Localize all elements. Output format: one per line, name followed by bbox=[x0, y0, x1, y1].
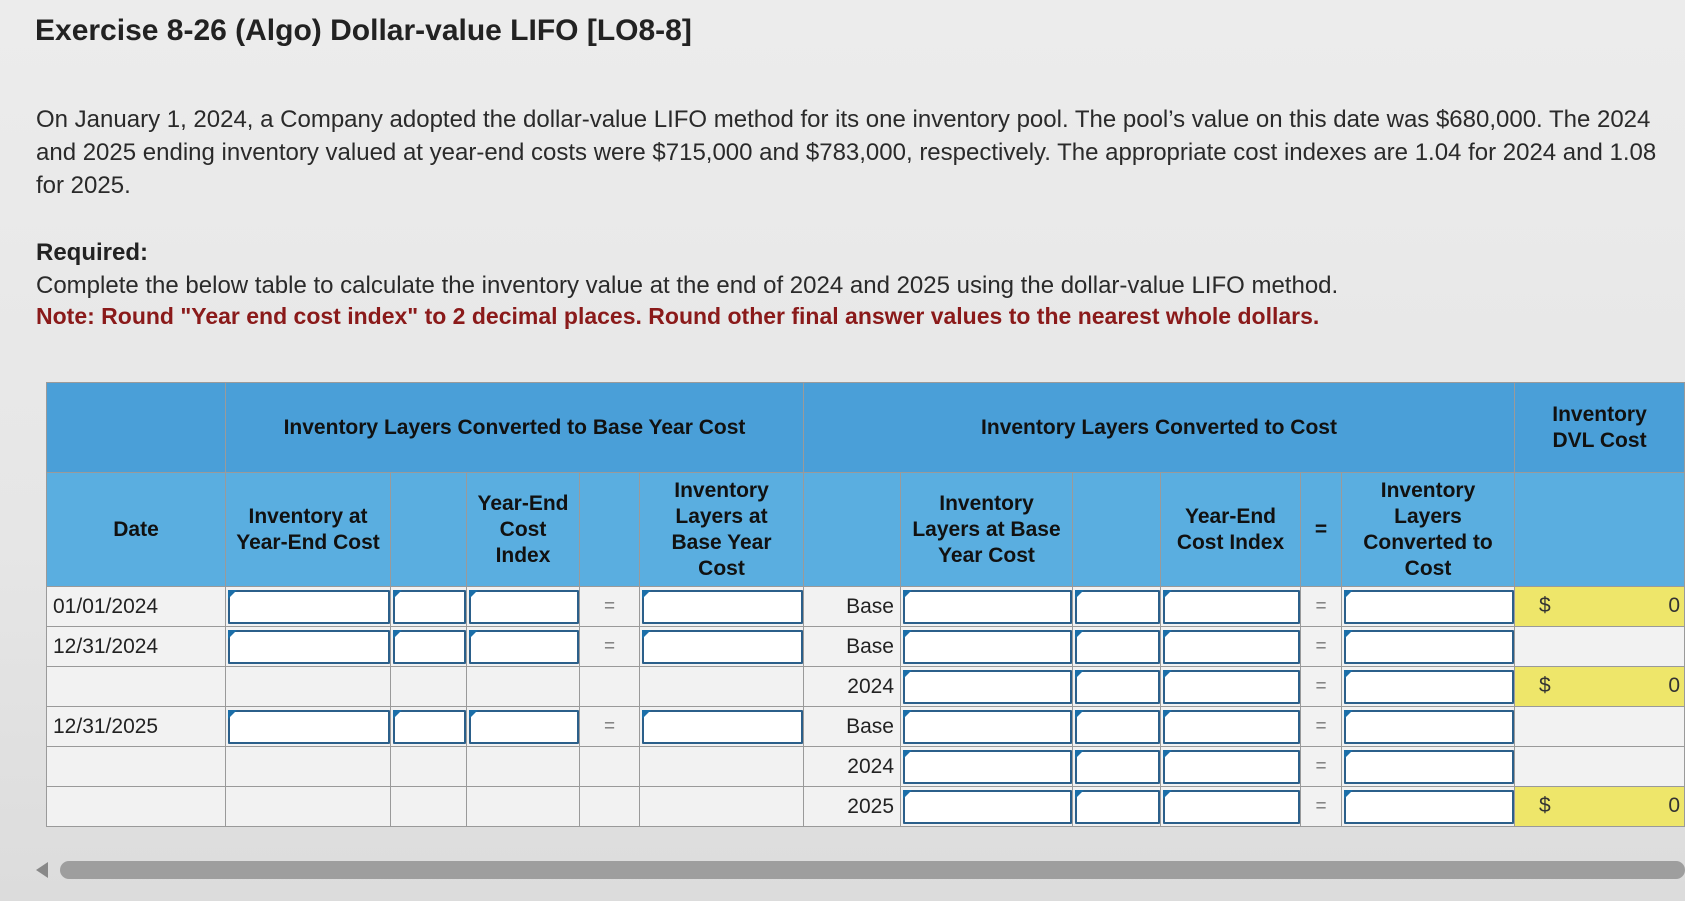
multiply-operator-input[interactable] bbox=[1075, 590, 1160, 624]
division-operator-input[interactable] bbox=[393, 590, 466, 624]
division-operator-input[interactable] bbox=[393, 710, 466, 744]
row-date: 12/31/2024 bbox=[47, 627, 226, 667]
col-header-date: Date bbox=[47, 473, 226, 587]
dollar-sign: $ bbox=[1539, 594, 1551, 617]
equals-sign bbox=[580, 747, 640, 787]
col-header-layers-base-2: Inventory Layers at Base Year Cost bbox=[901, 473, 1073, 587]
dvl-total-cell bbox=[1515, 787, 1685, 827]
multiply-operator-input[interactable] bbox=[1075, 750, 1160, 784]
equals-sign: = bbox=[1301, 667, 1342, 707]
required-text: Complete the below table to calculate the inventory value at the end of 2024 and 2025 using the dollar-value LIFO method. bbox=[36, 272, 1339, 299]
division-operator-input[interactable] bbox=[393, 630, 466, 664]
dvl-total-value: 0 bbox=[1668, 794, 1680, 817]
layer-converted-cost-input[interactable] bbox=[1344, 630, 1514, 664]
col-header-blank-3 bbox=[804, 473, 901, 587]
equals-sign: = bbox=[1301, 787, 1342, 827]
col-header-equals: = bbox=[1301, 473, 1342, 587]
layer-cost-index-input[interactable] bbox=[1163, 630, 1300, 664]
layer-base-cost-input[interactable] bbox=[903, 750, 1072, 784]
dvl-total-value: 0 bbox=[1668, 594, 1680, 617]
dvl-total-cell bbox=[1515, 587, 1685, 627]
equals-sign: = bbox=[580, 587, 640, 627]
layer-label: Base bbox=[804, 587, 901, 627]
multiply-operator-input[interactable] bbox=[1075, 670, 1160, 704]
layer-converted-cost-input[interactable] bbox=[1344, 590, 1514, 624]
equals-sign bbox=[580, 787, 640, 827]
cell bbox=[226, 787, 391, 827]
table-left-border bbox=[46, 383, 47, 827]
dvl-blank-cell bbox=[1515, 707, 1685, 747]
col-header-layers-cost: Inventory Layers Converted to Cost bbox=[1342, 473, 1515, 587]
dvl-blank-cell bbox=[1515, 627, 1685, 667]
layer-cost-index-input[interactable] bbox=[1163, 710, 1300, 744]
cell bbox=[640, 787, 804, 827]
dvl-total-value: 0 bbox=[1668, 674, 1680, 697]
row-date bbox=[47, 667, 226, 707]
layer-label: Base bbox=[804, 707, 901, 747]
equals-sign: = bbox=[1301, 707, 1342, 747]
cell bbox=[226, 747, 391, 787]
year-end-index-input[interactable] bbox=[469, 710, 579, 744]
equals-sign: = bbox=[1301, 587, 1342, 627]
cell bbox=[226, 667, 391, 707]
dollar-sign: $ bbox=[1539, 674, 1551, 697]
layer-cost-index-input[interactable] bbox=[1163, 670, 1300, 704]
layer-converted-cost-input[interactable] bbox=[1344, 790, 1514, 824]
layer-base-cost-input[interactable] bbox=[903, 630, 1072, 664]
layer-cost-index-input[interactable] bbox=[1163, 750, 1300, 784]
equals-sign: = bbox=[1301, 627, 1342, 667]
layer-cost-index-input[interactable] bbox=[1163, 590, 1300, 624]
cell bbox=[391, 747, 467, 787]
dvl-total-cell bbox=[1515, 667, 1685, 707]
required-heading: Required: bbox=[36, 239, 149, 266]
year-end-index-input[interactable] bbox=[469, 630, 579, 664]
exercise-title: Exercise 8-26 (Algo) Dollar-value LIFO [LO8-8] bbox=[35, 14, 692, 47]
layer-base-cost-input[interactable] bbox=[903, 670, 1072, 704]
header-blank bbox=[47, 383, 226, 473]
cell bbox=[467, 747, 580, 787]
col-header-layers-base: Inventory Layers at Base Year Cost bbox=[640, 473, 804, 587]
multiply-operator-input[interactable] bbox=[1075, 790, 1160, 824]
row-date bbox=[47, 747, 226, 787]
inventory-year-end-input[interactable] bbox=[228, 710, 390, 744]
group-header-dvl: Inventory DVL Cost bbox=[1515, 383, 1685, 473]
row-date: 12/31/2025 bbox=[47, 707, 226, 747]
inventory-year-end-input[interactable] bbox=[228, 590, 390, 624]
problem-statement: On January 1, 2024, a Company adopted the dollar-value LIFO method for its one inventory pool. The pool’s value on this date was $680,000. The 2024 and 2025 ending inventory valued at year-end costs were $715,000 and $783,000, respectively. The appropriate cost indexes are 1.04 for 2024 and 1.08 for 2025. bbox=[36, 106, 1657, 199]
layer-converted-cost-input[interactable] bbox=[1344, 750, 1514, 784]
layer-label: 2024 bbox=[804, 667, 901, 707]
cell bbox=[391, 667, 467, 707]
col-header-inv-year-end: Inventory at Year-End Cost bbox=[226, 473, 391, 587]
col-header-blank-4 bbox=[1073, 473, 1161, 587]
cell bbox=[640, 747, 804, 787]
cell bbox=[640, 667, 804, 707]
group-header-cost: Inventory Layers Converted to Cost bbox=[804, 383, 1515, 473]
layers-base-year-input[interactable] bbox=[642, 630, 803, 664]
rounding-note: Note: Round "Year end cost index" to 2 decimal places. Round other final answer values to the nearest whole dollars. bbox=[36, 303, 1320, 329]
layers-base-year-input[interactable] bbox=[642, 590, 803, 624]
scroll-left-arrow-icon[interactable] bbox=[36, 862, 48, 878]
layers-base-year-input[interactable] bbox=[642, 710, 803, 744]
cell bbox=[467, 667, 580, 707]
multiply-operator-input[interactable] bbox=[1075, 710, 1160, 744]
equals-sign bbox=[580, 667, 640, 707]
layer-base-cost-input[interactable] bbox=[903, 710, 1072, 744]
cell bbox=[467, 787, 580, 827]
col-header-blank-1 bbox=[391, 473, 467, 587]
col-header-ye-index-2: Year-End Cost Index bbox=[1161, 473, 1301, 587]
group-header-base: Inventory Layers Converted to Base Year Cost bbox=[226, 383, 804, 473]
col-header-blank-5 bbox=[1515, 473, 1685, 587]
layer-label: 2024 bbox=[804, 747, 901, 787]
row-date: 01/01/2024 bbox=[47, 587, 226, 627]
year-end-index-input[interactable] bbox=[469, 590, 579, 624]
dvl-blank-cell bbox=[1515, 747, 1685, 787]
equals-sign: = bbox=[580, 707, 640, 747]
table-top-border bbox=[46, 382, 1685, 383]
layer-label: 2025 bbox=[804, 787, 901, 827]
layer-converted-cost-input[interactable] bbox=[1344, 670, 1514, 704]
layer-label: Base bbox=[804, 627, 901, 667]
col-header-ye-index: Year-End Cost Index bbox=[467, 473, 580, 587]
row-date bbox=[47, 787, 226, 827]
multiply-operator-input[interactable] bbox=[1075, 630, 1160, 664]
cell bbox=[391, 787, 467, 827]
dollar-sign: $ bbox=[1539, 794, 1551, 817]
equals-sign: = bbox=[580, 627, 640, 667]
inventory-year-end-input[interactable] bbox=[228, 630, 390, 664]
equals-sign: = bbox=[1301, 747, 1342, 787]
col-header-blank-2 bbox=[580, 473, 640, 587]
layer-cost-index-input[interactable] bbox=[1163, 790, 1300, 824]
layer-base-cost-input[interactable] bbox=[903, 590, 1072, 624]
horizontal-scrollbar[interactable] bbox=[60, 861, 1685, 879]
layer-converted-cost-input[interactable] bbox=[1344, 710, 1514, 744]
layer-base-cost-input[interactable] bbox=[903, 790, 1072, 824]
